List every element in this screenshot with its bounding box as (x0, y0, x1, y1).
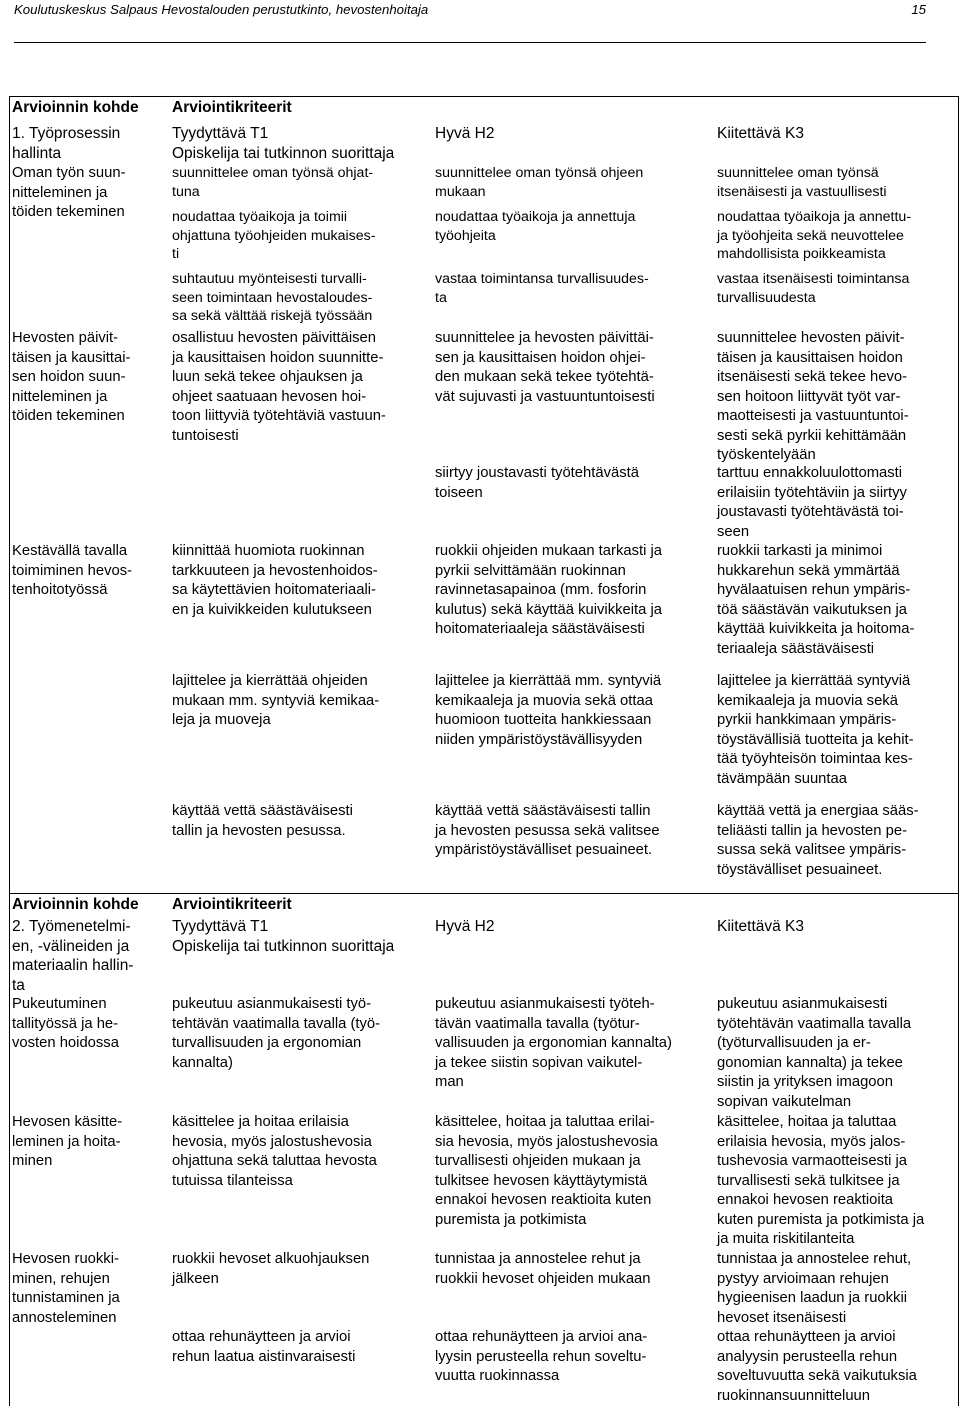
criterion-t1: käsittelee ja hoitaa erilaisia hevosia, myös jalostushevosia ohjattuna sekä taluttaa hevosta tutuissa tilanteissa (172, 1114, 377, 1189)
criterion-h2: pukeutuu asianmukaisesti työteh- tävän vaatimalla tavalla (työtur- vallisuuden ja ergonomian kannalta) ja tekee siistin sopivan vaikutel- man (435, 996, 672, 1090)
criterion-t1: pukeutuu asianmukaisesti työ- tehtävän vaatimalla tavalla (työ- turvallisuuden ja ergonomian kannalta) (172, 996, 381, 1071)
level-t1-label: Tyydyttävä T1 (172, 125, 269, 142)
criterion-k3: lajittelee ja kierrättää syntyviä kemikaaleja ja muovia sekä pyrkii hankkimaan ympäris- töystävällisiä tuotteita ja kehit- tää työyhteisön toimintaa kes- tävämpään suuntaa (717, 673, 914, 787)
head-assessment-target: Arvioinnin kohde (12, 99, 139, 116)
assessment-target: Oman työn suun- nitteleminen ja töiden tekeminen (12, 165, 126, 220)
level-h2-label: Hyvä H2 (435, 918, 495, 935)
assessment-target: Hevosen ruokki- minen, rehujen tunnistaminen ja annosteleminen (12, 1251, 120, 1326)
criterion-t1: kiinnittää huomiota ruokinnan tarkkuuteen ja hevostenhoidos- sa käytettävien hoitomateriaali- en ja kuivikkeiden kulutukseen (172, 543, 378, 618)
criterion-h2: noudattaa työaikoja ja annettuja työohjeita (435, 209, 636, 244)
header-divider (14, 42, 926, 43)
assessment-target: Kestävällä tavalla toimiminen hevos- tenhoitotyössä (12, 543, 133, 598)
criterion-h2: lajittelee ja kierrättää mm. syntyviä kemikaaleja ja muovia sekä ottaa huomioon tuotteita hankkiessaan niiden ympäristöystävällisyyden (435, 673, 662, 748)
criterion-h2: vastaa toimintansa turvallisuudes- ta (435, 271, 649, 306)
page-header (14, 0, 930, 40)
criterion-t1: noudattaa työaikoja ja toimii ohjattuna työohjeiden mukaises- ti (172, 209, 376, 262)
criterion-h2: ruokkii ohjeiden mukaan tarkasti ja pyrkii selvittämään ruokinnan ravinnetasapainoa (mm. fosforin kulutus) sekä käyttää kuivikkeita ja hoitomateriaaleja säästäväisesti (435, 543, 663, 637)
level-k3-label: Kiitettävä K3 (717, 125, 805, 142)
level-h2-label: Hyvä H2 (435, 125, 495, 142)
criterion-t1: käyttää vettä säästäväisesti tallin ja hevosten pesussa. (172, 803, 353, 839)
section-title: 1. Työprosessin hallinta (12, 125, 121, 162)
criterion-t1: suunnittelee oman työnsä ohjat- tuna (172, 165, 374, 200)
criterion-k3: ottaa rehunäytteen ja arvioi analyysin perusteella rehun soveltuvuutta sekä vaikutuksia ruokinnansuunnitteluun (717, 1329, 917, 1404)
criterion-k3: käyttää vettä ja energiaa sääs- teliäästi tallin ja hevosten pe- sussa sekä valitsee ympäris- töystävälliset pesuaineet. (717, 803, 919, 878)
criterion-h2: tunnistaa ja annostelee rehut ja ruokkii hevoset ohjeiden mukaan (435, 1251, 651, 1287)
assessment-target: Hevosten päivit- täisen ja kausittai- sen hoidon suun- nitteleminen ja töiden tekeminen (12, 330, 131, 424)
assessment-target: Pukeutuminen tallityössä ja he- vosten hoidossa (12, 996, 119, 1051)
head-assessment-criteria: Arviointikriteerit (172, 896, 292, 913)
criterion-h2: ottaa rehunäytteen ja arvioi ana- lyysin perusteella rehun soveltu- vuutta ruokinnassa (435, 1329, 648, 1384)
head-assessment-target: Arvioinnin kohde (12, 896, 139, 913)
criterion-k3: ruokkii tarkasti ja minimoi hukkarehun sekä ymmärtää hyvälaatuisen rehun ympäris- töä säästävän vaikutuksen ja käyttää kuivikkeita ja hoitoma- teriaaleja säästäväisesti (717, 543, 915, 657)
criterion-k3: tunnistaa ja annostelee rehut, pystyy arvioimaan rehujen hygieenisen laadun ja ruokkii hevoset itsenäisesti (717, 1251, 912, 1326)
criterion-h2: suunnittelee oman työnsä ohjeen mukaan (435, 165, 644, 200)
criterion-k3: vastaa itsenäisesti toimintansa turvallisuudesta (717, 271, 910, 306)
section-title: 2. Työmenetelmi- en, -välineiden ja materiaalin hallin- ta (12, 918, 134, 994)
section-divider (9, 893, 959, 894)
criterion-t1: osallistuu hevosten päivittäisen ja kausittaisen hoidon suunnitte- luun sekä tekee ohjauksen ja ohjeet saatuaan hevosen hoi- toon liittyviä työtehtäviä vastuun- tuntoisesti (172, 330, 386, 444)
level-t1-label: Tyydyttävä T1 (172, 918, 269, 935)
criterion-k3: suunnittelee oman työnsä itsenäisesti ja vastuullisesti (717, 165, 887, 200)
table-left-border (9, 96, 10, 1406)
level-k3-label: Kiitettävä K3 (717, 918, 805, 935)
criterion-k3: pukeutuu asianmukaisesti työtehtävän vaatimalla tavalla (työturvallisuuden ja er- gonomian kannalta) ja tekee siistin ja yrityksen imagoon sopivan vaikutelman (717, 996, 912, 1110)
criterion-h2: käyttää vettä säästäväisesti tallin ja hevosten pesussa sekä valitsee ympäristöystävälliset pesuaineet. (435, 803, 660, 858)
head-assessment-criteria: Arviointikriteerit (172, 99, 292, 116)
criterion-h2: suunnittelee ja hevosten päivittäi- sen ja kausittaisen hoidon ohjei- den mukaan sekä tekee työtehtä- vät sujuvasti ja vastuuntuntoisesti (435, 330, 655, 405)
page-number: 15 (911, 2, 926, 17)
document-title: Koulutuskeskus Salpaus Hevostalouden perustutkinto, hevostenhoitaja (14, 2, 429, 17)
criterion-t1: ruokkii hevoset alkuohjauksen jälkeen (172, 1251, 370, 1287)
criterion-k3: tarttuu ennakkoluulottomasti erilaisiin työtehtäviin ja siirtyy joustavasti työtehtävästä toi- seen (717, 465, 907, 540)
subject-label: Opiskelija tai tutkinnon suorittaja (172, 145, 395, 162)
criterion-k3: käsittelee, hoitaa ja taluttaa erilaisia hevosia, myös jalos- tushevosia varmaotteisesti ja turvallisesti sekä tulkitsee ja ennakoi hevosen reaktioita kuten puremista ja potkimista ja ja muita riskitilanteita (717, 1114, 925, 1247)
criterion-t1: lajittelee ja kierrättää ohjeiden mukaan mm. syntyviä kemikaa- leja ja muoveja (172, 673, 380, 728)
criterion-t1: ottaa rehunäytteen ja arvioi rehun laatua aistinvaraisesti (172, 1329, 356, 1365)
subject-label: Opiskelija tai tutkinnon suorittaja (172, 938, 395, 955)
criterion-t1: suhtautuu myönteisesti turvalli- seen toimintaan hevostaloudes- sa sekä välttää riskejä työssään (172, 271, 373, 324)
criterion-k3: suunnittelee hevosten päivit- täisen ja kausittaisen hoidon itsenäisesti sekä tekee hevo- sen hoitoon liittyvät työt var- maotteisesti ja vastuuntuntoi- sesti sekä pyrkii kehittämään työskentelyään (717, 330, 909, 463)
assessment-target: Hevosen käsitte- leminen ja hoita- minen (12, 1114, 123, 1169)
criterion-h2: siirtyy joustavasti työtehtävästä toiseen (435, 465, 639, 501)
table-top-border (9, 96, 959, 97)
criterion-k3: noudattaa työaikoja ja annettu- ja työohjeita sekä neuvottelee mahdollisista poikkeamista (717, 209, 912, 262)
criterion-h2: käsittelee, hoitaa ja taluttaa erilai- sia hevosia, myös jalostushevosia turvallisesti ohjeiden mukaan ja tulkitsee hevosen käyttäytymistä ennakoi hevosen reaktioita kuten puremista ja potkimista (435, 1114, 658, 1228)
